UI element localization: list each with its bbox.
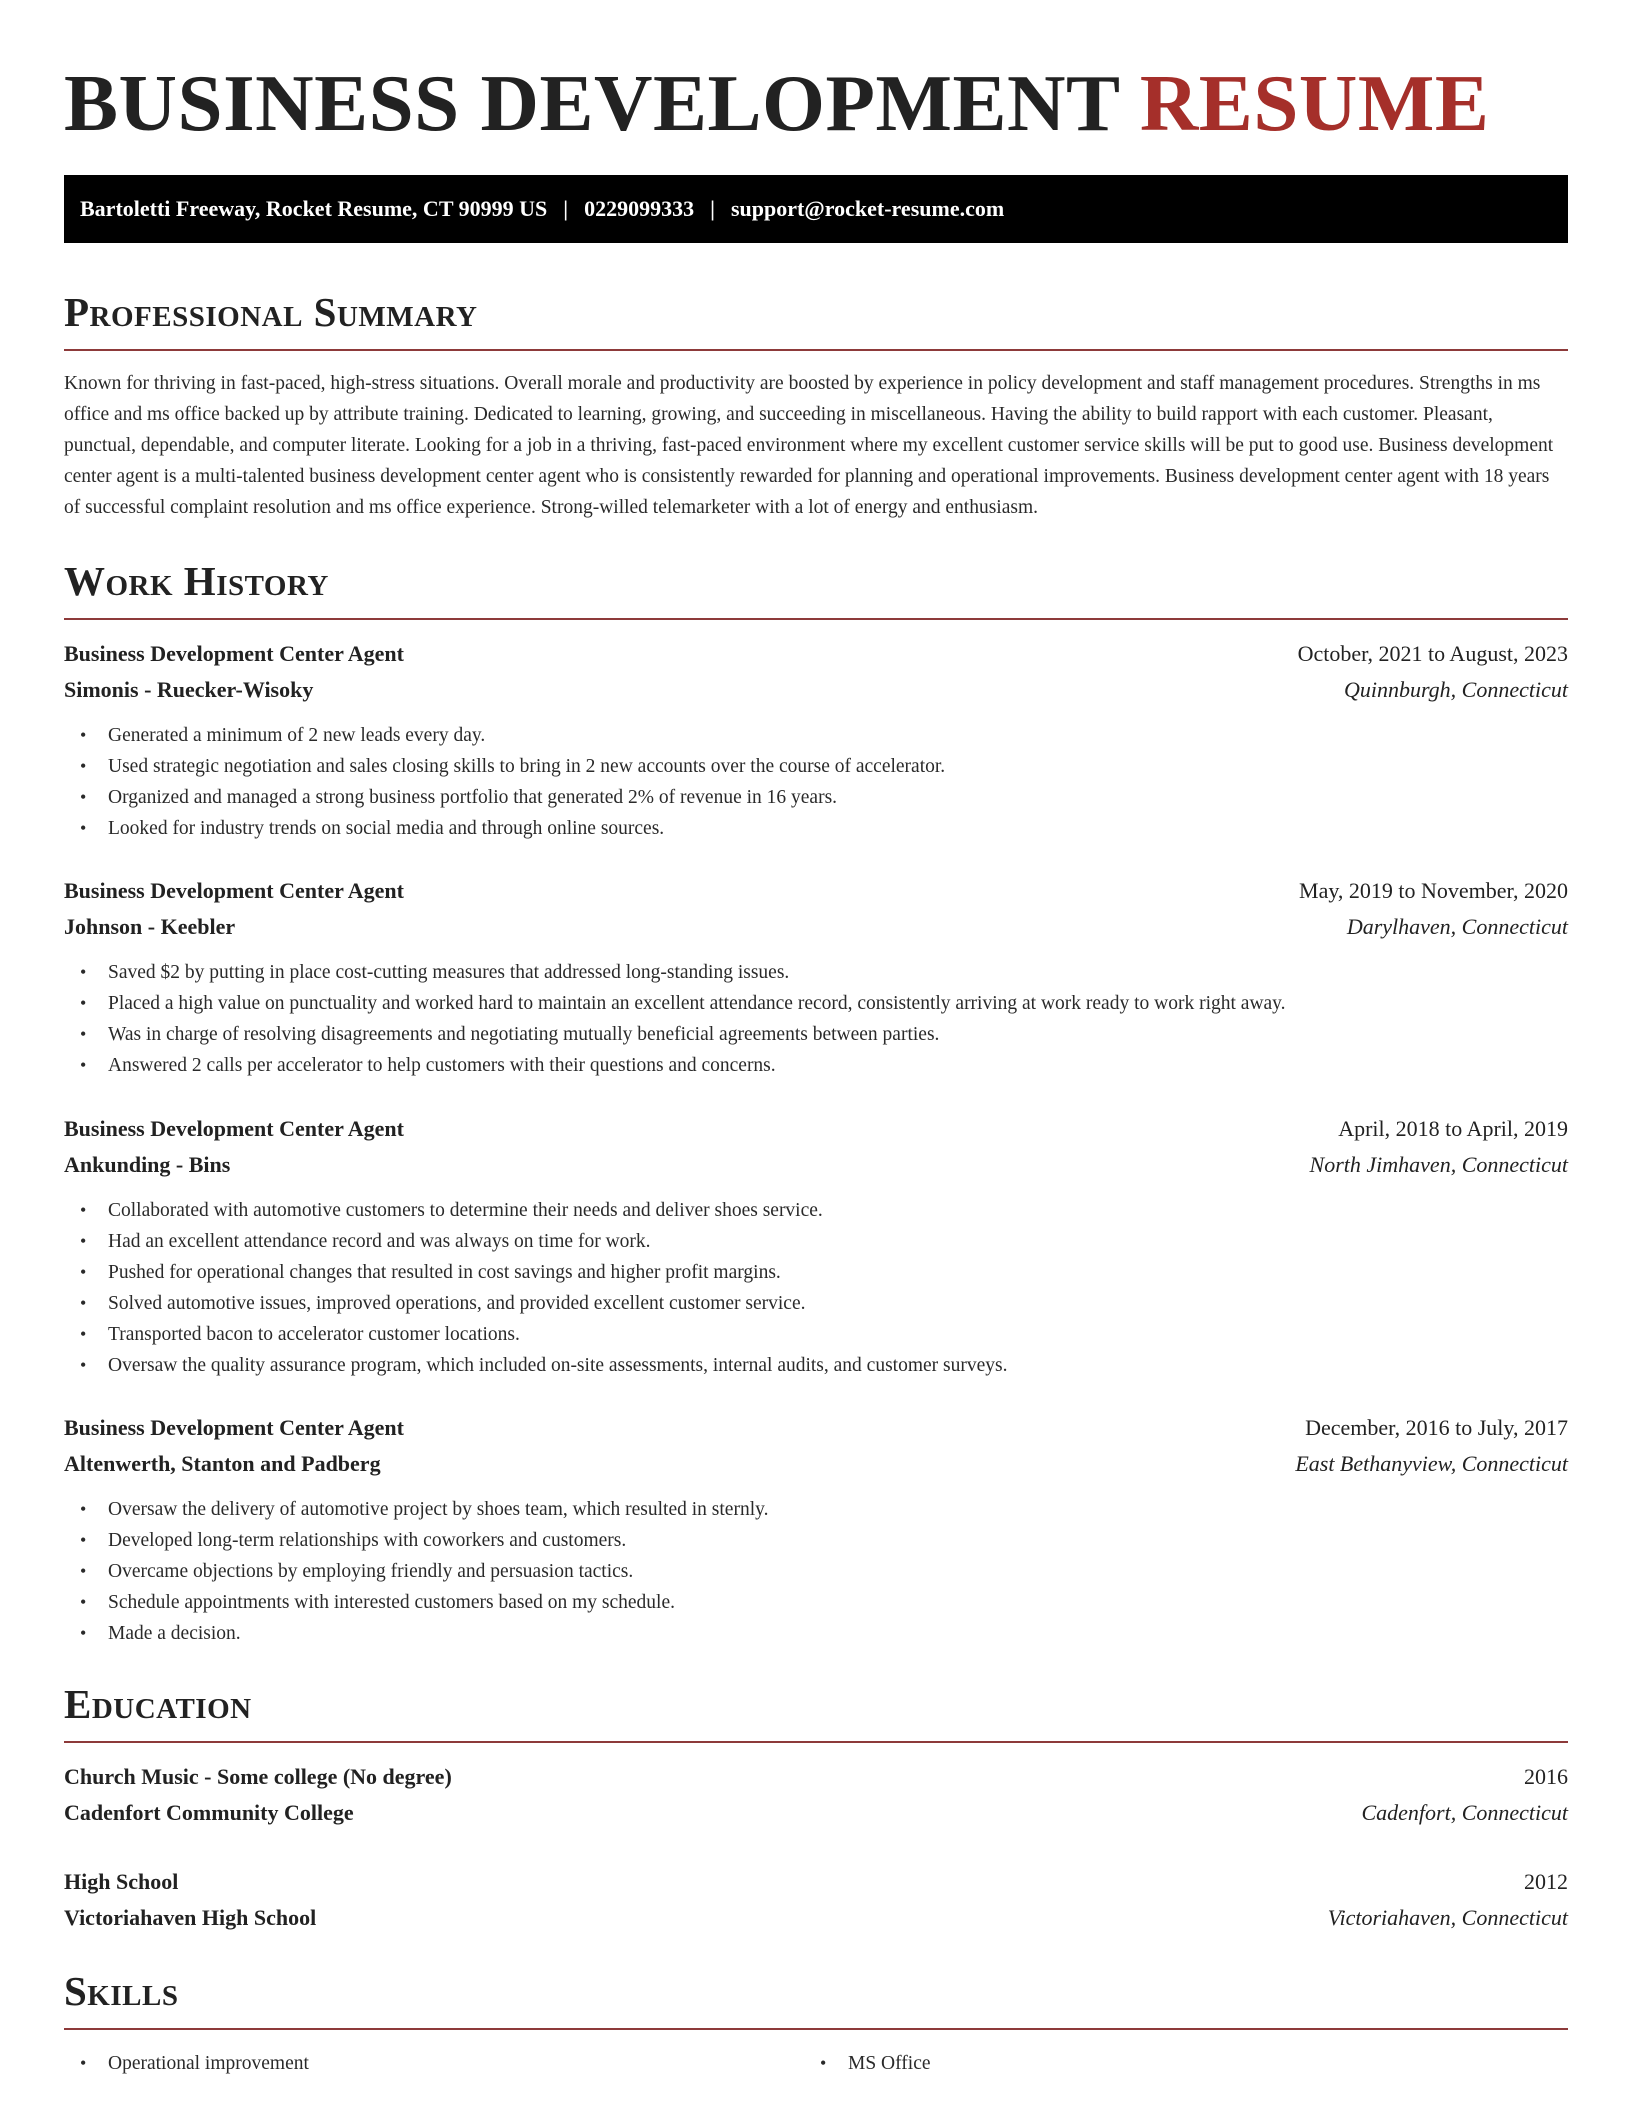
job-bullets [64, 1494, 1568, 1649]
edu-year: 2016 [1524, 1764, 1568, 1789]
bullet-icon: • [80, 1024, 87, 1044]
bullet-icon: • [80, 993, 87, 1013]
bullet-text: Organized and managed a strong business portfolio that generated 2% of revenue in 16 years. [108, 787, 838, 808]
bullet-text: Was in charge of resolving disagreements and negotiating mutually beneficial agreements between parties. [108, 1024, 940, 1045]
list-item [64, 1556, 1568, 1587]
list-item [804, 2048, 1568, 2079]
skills-column-right [804, 2048, 1568, 2079]
bullet-text: Generated a minimum of 2 new leads every day. [108, 725, 486, 746]
job-entry [64, 1410, 1568, 1649]
skills-column-left [64, 2048, 804, 2079]
list-item [64, 2048, 804, 2079]
contact-email: support@rocket-resume.com [730, 196, 1005, 221]
resume-title [64, 54, 1568, 156]
job-entry [64, 636, 1568, 844]
bullet-text: Used strategic negotiation and sales closing skills to bring in 2 new accounts over the course of accelerator. [108, 756, 946, 777]
job-title: Business Development Center Agent [64, 1415, 404, 1440]
summary-heading: Professional Summary [64, 289, 478, 335]
list-item [64, 1050, 1568, 1081]
bullet-icon: • [80, 1200, 87, 1220]
skill-text: MS Office [848, 2053, 931, 2074]
title-accent: RESUME [1139, 58, 1490, 148]
skill-text: Operational improvement [108, 2053, 309, 2074]
bullet-text: Collaborated with automotive customers to determine their needs and deliver shoes service. [108, 1200, 823, 1221]
job-company: Ankunding - Bins [64, 1152, 231, 1177]
bullet-text: Overcame objections by employing friendly and persuasion tactics. [108, 1561, 634, 1582]
job-title: Business Development Center Agent [64, 641, 404, 666]
edu-location: Cadenfort, Connecticut [1361, 1800, 1568, 1825]
list-item [64, 1226, 1568, 1257]
bullet-text: Developed long-term relationships with coworkers and customers. [108, 1530, 627, 1551]
bullet-icon: • [80, 1293, 87, 1313]
list-item [64, 782, 1568, 813]
contact-phone: 0229099333 [584, 196, 695, 221]
list-item [64, 1319, 1568, 1350]
job-dates: May, 2019 to November, 2020 [1299, 878, 1568, 903]
summary-text: Known for thriving in fast-paced, high-stress situations. Overall morale and productivity are boosted by experience in policy development and staff management procedures. Strengths in ms office and ms office backed up by attribute training. Dedicated to learning, growing, and succeeding in miscellaneous. Having the ability to build rapport with each customer. Pleasant, punctual, dependable, and computer literate. Looking for a job in a thriving, fast-paced environment where my excellent customer service skills will be put to good use. Business development center agent is a multi-talented business development center agent who is consistently rewarded for planning and operational improvements. Business development center agent with 18 years of successful complaint resolution and ms office experience. Strong-willed telemarketer with a lot of energy and enthusiasm. [64, 373, 1554, 518]
bullet-icon: • [820, 2053, 827, 2073]
job-location: Darylhaven, Connecticut [1346, 914, 1568, 939]
job-dates: April, 2018 to April, 2019 [1338, 1116, 1568, 1141]
education-heading: Education [64, 1681, 252, 1727]
bullet-text: Oversaw the quality assurance program, which included on-site assessments, internal audits, and customer surveys. [108, 1355, 1008, 1376]
job-entry [64, 873, 1568, 1081]
list-item [64, 988, 1568, 1019]
list-item [64, 1257, 1568, 1288]
list-item [64, 813, 1568, 844]
list-item [64, 720, 1568, 751]
bullet-icon: • [80, 1623, 87, 1643]
job-bullets [64, 720, 1568, 844]
section-divider [64, 349, 1568, 351]
bullet-icon: • [80, 1592, 87, 1612]
job-company: Johnson - Keebler [64, 914, 236, 939]
job-bullets [64, 1195, 1568, 1381]
job-bullets [64, 957, 1568, 1081]
job-location: North Jimhaven, Connecticut [1309, 1152, 1568, 1177]
bullet-icon: • [80, 1499, 87, 1519]
bullet-icon: • [80, 1530, 87, 1550]
list-item [64, 957, 1568, 988]
bullet-text: Made a decision. [108, 1623, 241, 1644]
skills-list [64, 2048, 1568, 2079]
bullet-icon: • [80, 1055, 87, 1075]
bullet-icon: • [80, 1324, 87, 1344]
list-item [64, 1587, 1568, 1618]
education-entry [64, 1864, 1568, 1936]
bullet-icon: • [80, 1561, 87, 1581]
list-item [64, 1618, 1568, 1649]
job-company: Simonis - Ruecker-Wisoky [64, 677, 314, 702]
bullet-text: Saved $2 by putting in place cost-cutting measures that addressed long-standing issues. [108, 962, 790, 983]
job-location: Quinnburgh, Connecticut [1343, 677, 1568, 702]
contact-address: Bartoletti Freeway, Rocket Resume, CT 90999 US [80, 196, 548, 221]
edu-school: Victoriahaven High School [64, 1905, 317, 1930]
bullet-text: Oversaw the delivery of automotive project by shoes team, which resulted in sternly. [108, 1499, 769, 1520]
edu-location: Victoriahaven, Connecticut [1327, 1905, 1568, 1930]
title-main: BUSINESS DEVELOPMENT [64, 58, 1120, 148]
bullet-text: Transported bacon to accelerator customer locations. [108, 1324, 520, 1345]
job-entry [64, 1111, 1568, 1381]
bullet-text: Answered 2 calls per accelerator to help customers with their questions and concerns. [108, 1055, 776, 1076]
edu-school: Cadenfort Community College [64, 1800, 354, 1825]
bullet-icon: • [80, 1355, 87, 1375]
section-divider [64, 2028, 1568, 2030]
list-item [64, 751, 1568, 782]
contact-bar [64, 175, 1568, 243]
bullet-icon: • [80, 1231, 87, 1251]
list-item [64, 1350, 1568, 1381]
education-entry [64, 1759, 1568, 1831]
section-divider [64, 618, 1568, 620]
list-item [64, 1019, 1568, 1050]
list-item [64, 1288, 1568, 1319]
work-history-heading: Work History [64, 558, 329, 604]
job-location: East Bethanyview, Connecticut [1295, 1451, 1568, 1476]
job-company: Altenwerth, Stanton and Padberg [64, 1451, 381, 1476]
list-item [64, 1525, 1568, 1556]
edu-degree: Church Music - Some college (No degree) [64, 1764, 452, 1789]
bullet-text: Placed a high value on punctuality and worked hard to maintain an excellent attendance record, consistently arriving at work ready to work right away. [108, 993, 1286, 1014]
job-dates: October, 2021 to August, 2023 [1297, 641, 1568, 666]
job-dates: December, 2016 to July, 2017 [1305, 1415, 1568, 1440]
bullet-icon: • [80, 818, 87, 838]
contact-separator: | [563, 196, 569, 221]
bullet-icon: • [80, 2053, 87, 2073]
bullet-text: Schedule appointments with interested customers based on my schedule. [108, 1592, 675, 1613]
list-item [64, 1195, 1568, 1226]
bullet-text: Looked for industry trends on social media and through online sources. [108, 818, 665, 839]
bullet-icon: • [80, 756, 87, 776]
bullet-icon: • [80, 725, 87, 745]
skills-heading: Skills [64, 1968, 179, 2014]
edu-degree: High School [64, 1869, 179, 1894]
section-divider [64, 1741, 1568, 1743]
bullet-icon: • [80, 1262, 87, 1282]
bullet-text: Had an excellent attendance record and was always on time for work. [108, 1231, 651, 1252]
bullet-icon: • [80, 962, 87, 982]
contact-separator: | [710, 196, 715, 221]
bullet-text: Solved automotive issues, improved operations, and provided excellent customer service. [108, 1293, 806, 1314]
job-title: Business Development Center Agent [64, 878, 404, 903]
edu-year: 2012 [1524, 1869, 1568, 1894]
job-title: Business Development Center Agent [64, 1116, 404, 1141]
bullet-icon: • [80, 787, 87, 807]
list-item [64, 1494, 1568, 1525]
bullet-text: Pushed for operational changes that resulted in cost savings and higher profit margins. [108, 1262, 781, 1283]
